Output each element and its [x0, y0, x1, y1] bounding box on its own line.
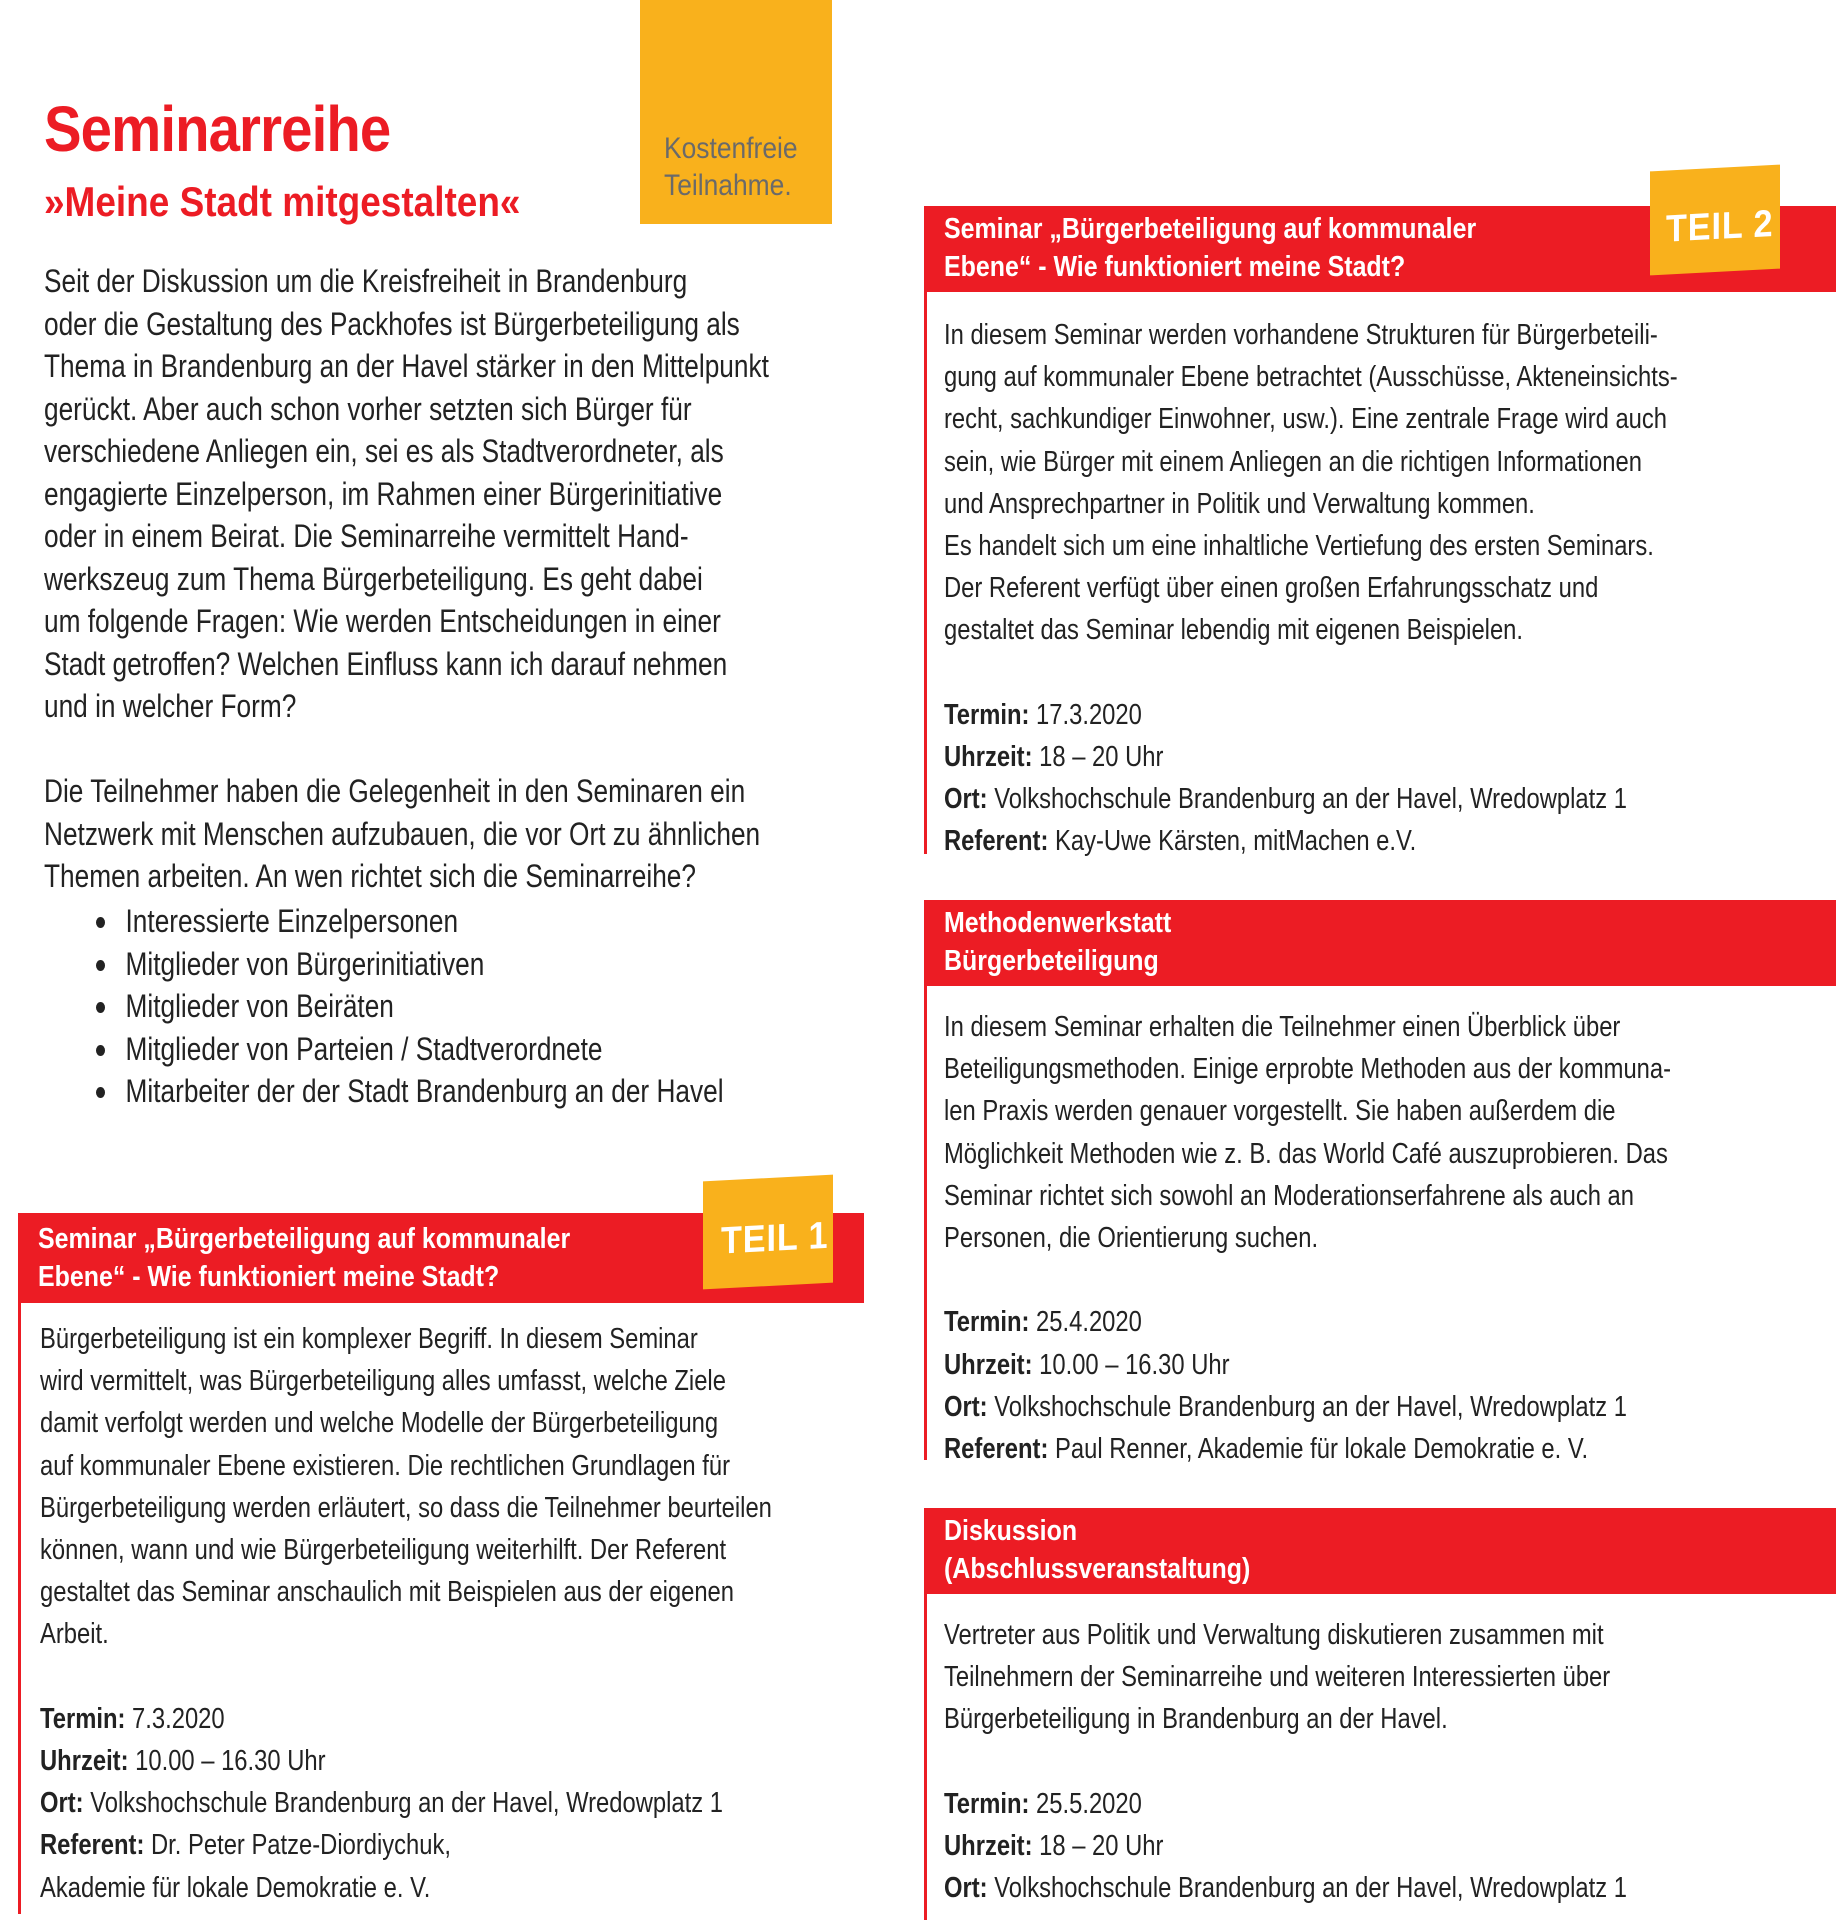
page-subtitle: »Meine Stadt mitgestalten« [44, 178, 521, 225]
text-line: können, wann und wie Bürgerbeteiligung weiterhilft. Der Referent [40, 1534, 727, 1567]
termin-value: 7.3.2020 [132, 1702, 225, 1735]
text-line: Bürgerbeteiligung in Brandenburg an der Havel. [944, 1703, 1448, 1736]
text-line: Stadt getroffen? Welchen Einfluss kann ich darauf nehmen [44, 645, 728, 682]
referent-affiliation: Akademie für lokale Demokratie e. V. [40, 1871, 431, 1904]
referent-row [944, 1428, 1671, 1470]
text-line: um folgende Fragen: Wie werden Entscheidungen in einer [44, 603, 721, 639]
referent-value: Dr. Peter Patze-Diordiychuk, [151, 1829, 452, 1862]
referent-label: Referent: [40, 1829, 145, 1862]
referent-label: Referent: [944, 825, 1049, 858]
uhrzeit-label: Uhrzeit: [40, 1745, 129, 1778]
text-line: verschiedene Anliegen ein, sei es als Stadtverordneter, als [44, 433, 724, 469]
free-participation-badge [640, 0, 832, 224]
termin-value: 25.4.2020 [1036, 1306, 1142, 1339]
ort-row [944, 778, 1678, 820]
methoden-divider-line [924, 986, 927, 1460]
methoden-heading-line-2: Bürgerbeteiligung [944, 945, 1159, 977]
text-line: oder die Gestaltung des Packhofes ist Bürgerbeteiligung als [44, 305, 740, 342]
text-line: Personen, die Orientierung suchen. [944, 1222, 1319, 1255]
text-line: sein, wie Bürger mit einem Anliegen an die richtigen Informationen [944, 445, 1642, 478]
text-line: recht, sachkundiger Einwohner, usw.). Eine zentrale Frage wird auch [944, 403, 1668, 436]
badge-free-line-2: Teilnahme. [664, 169, 792, 202]
text-line: Teilnehmern der Seminarreihe und weiteren Interessierten über [944, 1661, 1611, 1694]
text-line: Es handelt sich um eine inhaltliche Vertiefung des ersten Seminars. [944, 530, 1654, 563]
teil2-heading-line-1: Seminar „Bürgerbeteiligung auf kommunaler [944, 213, 1477, 245]
teil2-divider-line [924, 292, 927, 854]
uhrzeit-label: Uhrzeit: [944, 741, 1033, 774]
termin-row [40, 1698, 772, 1740]
termin-row [944, 1301, 1671, 1343]
teil1-heading-line-1: Seminar „Bürgerbeteiligung auf kommunaler [38, 1223, 571, 1255]
ort-label: Ort: [40, 1787, 84, 1820]
termin-row [944, 694, 1678, 736]
text-line: gestaltet das Seminar lebendig mit eigenen Beispielen. [944, 614, 1524, 647]
text-line: Arbeit. [40, 1618, 109, 1651]
uhrzeit-value: 18 – 20 Uhr [1039, 741, 1164, 774]
text-line: auf kommunaler Ebene existieren. Die rechtlichen Grundlagen für [40, 1449, 730, 1482]
uhrzeit-label: Uhrzeit: [944, 1830, 1033, 1862]
diskussion-body [944, 1614, 1627, 1909]
referent-row [40, 1824, 772, 1866]
text-line: Die Teilnehmer haben die Gelegenheit in den Seminaren ein [44, 773, 746, 809]
ort-value: Volkshochschule Brandenburg an der Havel, Wredowplatz 1 [994, 1872, 1627, 1905]
diskussion-divider-line [924, 1594, 927, 1920]
text-line: Der Referent verfügt über einen großen Erfahrungsschatz und [944, 572, 1599, 605]
uhrzeit-row [40, 1740, 772, 1782]
referent-value: Paul Renner, Akademie für lokale Demokratie e. V. [1055, 1433, 1589, 1466]
audience-list [96, 900, 724, 1113]
methoden-heading-line-1: Methodenwerkstatt [944, 907, 1172, 939]
list-item: Mitarbeiter der der Stadt Brandenburg an der Havel [96, 1070, 724, 1113]
page-title: Seminarreihe [44, 93, 391, 165]
text-line: Bürgerbeteiligung ist ein komplexer Begriff. In diesem Seminar [40, 1323, 698, 1355]
text-line: damit verfolgt werden und welche Modelle der Bürgerbeteiligung [40, 1407, 719, 1440]
text-line: gung auf kommunaler Ebene betrachtet (Ausschüsse, Akteneinsichts- [944, 361, 1678, 394]
ort-label: Ort: [944, 1390, 988, 1423]
teil2-body [944, 314, 1678, 863]
badge-free-line-1: Kostenfreie [664, 132, 798, 165]
teil1-heading-line-2: Ebene“ - Wie funktioniert meine Stadt? [38, 1261, 500, 1293]
text-line: werkszeug zum Thema Bürgerbeteiligung. Es geht dabei [44, 560, 703, 597]
referent-row [944, 820, 1678, 862]
list-item: Mitglieder von Beiräten [96, 985, 724, 1028]
uhrzeit-row [944, 1344, 1671, 1386]
teil1-badge-label: TEIL 1 [721, 1214, 829, 1263]
methoden-body [944, 1006, 1671, 1470]
intro-paragraph-2 [44, 770, 760, 898]
ort-row [944, 1386, 1671, 1428]
diskussion-header [924, 1508, 1836, 1594]
ort-value: Volkshochschule Brandenburg an der Havel, Wredowplatz 1 [994, 1390, 1627, 1423]
teil2-badge [1650, 165, 1780, 276]
termin-label: Termin: [944, 1787, 1030, 1820]
text-line: Thema in Brandenburg an der Havel stärker in den Mittelpunkt [44, 348, 769, 384]
ort-value: Volkshochschule Brandenburg an der Havel, Wredowplatz 1 [994, 783, 1627, 816]
text-line: In diesem Seminar erhalten die Teilnehmer einen Überblick über [944, 1011, 1621, 1043]
uhrzeit-value: 18 – 20 Uhr [1039, 1830, 1164, 1862]
termin-label: Termin: [944, 1306, 1030, 1339]
teil1-divider-line [18, 1303, 21, 1914]
text-line: und in welcher Form? [44, 688, 297, 724]
termin-value: 17.3.2020 [1036, 698, 1142, 731]
uhrzeit-row [944, 736, 1678, 778]
text-line: und Ansprechpartner in Politik und Verwaltung kommen. [944, 487, 1535, 520]
teil2-heading-line-2: Ebene“ - Wie funktioniert meine Stadt? [944, 251, 1406, 283]
text-line: Themen arbeiten. An wen richtet sich die Seminarreihe? [44, 858, 696, 894]
text-line: Seminar richtet sich sowohl an Moderationserfahrene als auch an [944, 1179, 1634, 1212]
ort-row [40, 1782, 772, 1824]
termin-value: 25.5.2020 [1036, 1787, 1142, 1820]
termin-row [944, 1783, 1627, 1825]
text-line: oder in einem Beirat. Die Seminarreihe vermittelt Hand- [44, 518, 689, 554]
text-line: engagierte Einzelperson, im Rahmen einer Bürgerinitiative [44, 475, 723, 512]
methoden-header [924, 900, 1836, 986]
termin-label: Termin: [944, 698, 1030, 731]
ort-value: Volkshochschule Brandenburg an der Havel, Wredowplatz 1 [90, 1787, 723, 1820]
termin-label: Termin: [40, 1702, 126, 1735]
text-line: Seit der Diskussion um die Kreisfreiheit in Brandenburg [44, 263, 688, 299]
referent-label: Referent: [944, 1433, 1049, 1466]
uhrzeit-value: 10.00 – 16.30 Uhr [135, 1745, 326, 1778]
uhrzeit-value: 10.00 – 16.30 Uhr [1039, 1348, 1230, 1381]
teil2-badge-label: TEIL 2 [1666, 202, 1774, 251]
uhrzeit-label: Uhrzeit: [944, 1348, 1033, 1381]
text-line: Bürgerbeteiligung werden erläutert, so dass die Teilnehmer beurteilen [40, 1491, 772, 1524]
text-line: len Praxis werden genauer vorgestellt. Sie haben außerdem die [944, 1095, 1616, 1128]
uhrzeit-row [944, 1825, 1627, 1867]
text-line: gerückt. Aber auch schon vorher setzten sich Bürger für [44, 390, 692, 427]
text-line: Möglichkeit Methoden wie z. B. das World Café auszuprobieren. Das [944, 1137, 1668, 1170]
ort-label: Ort: [944, 1872, 988, 1905]
diskussion-heading-line-1: Diskussion [944, 1515, 1078, 1547]
teil1-badge [703, 1175, 833, 1290]
list-item: Interessierte Einzelpersonen [96, 900, 724, 943]
text-line: Netzwerk mit Menschen aufzubauen, die vor Ort zu ähnlichen [44, 815, 761, 852]
intro-paragraph-1 [44, 260, 769, 728]
teil1-body [40, 1318, 772, 1909]
text-line: In diesem Seminar werden vorhandene Strukturen für Bürgerbeteili- [944, 319, 1658, 351]
text-line: wird vermittelt, was Bürgerbeteiligung alles umfasst, welche Ziele [40, 1365, 726, 1398]
ort-label: Ort: [944, 783, 988, 816]
text-line: gestaltet das Seminar anschaulich mit Beispielen aus der eigenen [40, 1576, 735, 1609]
text-line: Beteiligungsmethoden. Einige erprobte Methoden aus der kommuna- [944, 1053, 1672, 1086]
list-item: Mitglieder von Bürgerinitiativen [96, 943, 724, 986]
diskussion-heading-line-2: (Abschlussveranstaltung) [944, 1553, 1251, 1585]
ort-row [944, 1867, 1627, 1909]
list-item: Mitglieder von Parteien / Stadtverordnete [96, 1028, 724, 1071]
referent-value: Kay-Uwe Kärsten, mitMachen e.V. [1055, 825, 1417, 858]
text-line: Vertreter aus Politik und Verwaltung diskutieren zusammen mit [944, 1619, 1604, 1651]
